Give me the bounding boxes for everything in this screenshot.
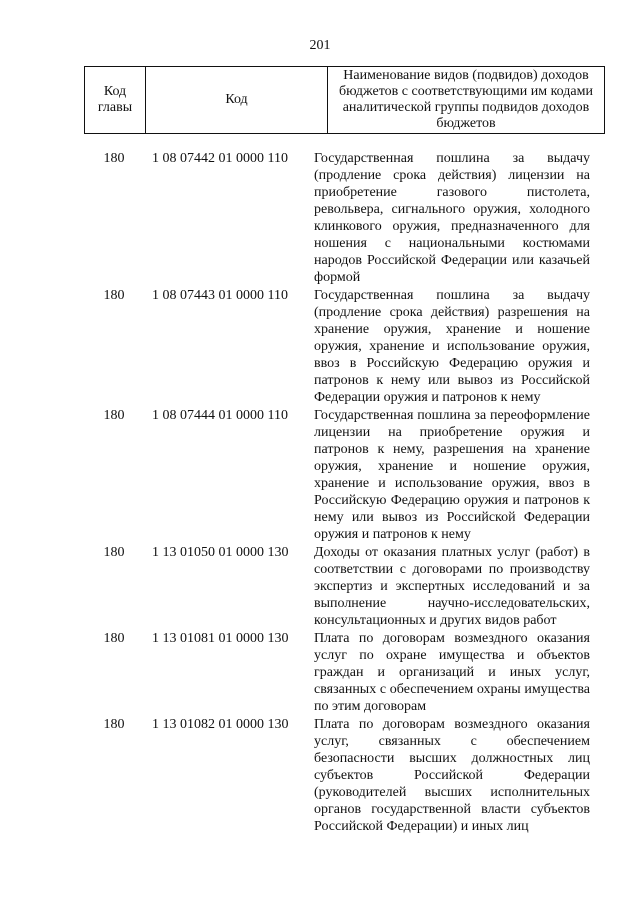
revenue-code: 1 08 07444 01 0000 110	[152, 408, 288, 423]
revenue-description: Государственная пошлина за выдачу (продление срока действия) разрешения на хранение оружия, хранение и ношение оружия, хранение и использование оружия, ввоз в Российскую Федерацию оружия и патронов к нему или вывоз из Российской Федерации оружия и патронов к нему	[314, 288, 590, 405]
revenue-description: Доходы от оказания платных услуг (работ) в соответствии с договорами по производству экспертиз и экспертных исследований и за выполнение научно-исследовательских, консультационных и других видов работ	[314, 545, 590, 628]
revenue-description: Плата по договорам возмездного оказания услуг по охране имущества и объектов граждан и организаций и иных услуг, связанных с обеспечением охраны имущества по этим договорам	[314, 631, 590, 714]
table-row	[84, 150, 605, 286]
revenue-code: 1 13 01050 01 0000 130	[152, 545, 289, 560]
revenue-code: 1 08 07443 01 0000 110	[152, 288, 288, 303]
chapter-code: 180	[103, 545, 125, 560]
table-row	[84, 544, 605, 629]
table-body	[84, 150, 605, 836]
chapter-code: 180	[103, 717, 125, 732]
chapter-code: 180	[103, 631, 125, 646]
table-row	[84, 407, 605, 543]
table-row	[84, 630, 605, 715]
page-number: 201	[309, 38, 331, 53]
revenue-code: 1 08 07442 01 0000 110	[152, 151, 288, 166]
chapter-code: 180	[103, 151, 125, 166]
table-row	[84, 287, 605, 406]
revenue-description: Государственная пошлина за выдачу (продление срока действия) лицензии на приобретение газового пистолета, револьвера, сигнального оружия, холодного клинкового оружия, предназначенного для ношения с национальными костюмами народов Российской Федерации или казачьей формой	[314, 151, 590, 285]
header-code: Код	[146, 67, 328, 134]
revenue-code: 1 13 01081 01 0000 130	[152, 631, 289, 646]
chapter-code: 180	[103, 408, 125, 423]
revenue-description: Государственная пошлина за переоформление лицензии на приобретение оружия и патронов к нему, разрешения на хранение оружия, хранение и ношение оружия, хранение и использование оружия, ввоз в Российскую Федерацию оружия и патронов к нему или вывоз из Российской Федерации оружия и патронов к нему	[314, 408, 590, 542]
header-name: Наименование видов (подвидов) доходов бюджетов с соответствующими им кодами аналитической группы подвидов доходов бюджетов	[328, 67, 605, 134]
chapter-code: 180	[103, 288, 125, 303]
header-chapter-code: Код главы	[85, 67, 146, 134]
table-header	[84, 66, 605, 134]
table-row	[84, 716, 605, 835]
revenue-description: Плата по договорам возмездного оказания услуг, связанных с обеспечением безопасности высших должностных лиц субъектов Российской Федерации (руководителей высших исполнительных органов государственной власти субъектов Российской Федерации) и иных лиц	[314, 717, 590, 834]
revenue-code: 1 13 01082 01 0000 130	[152, 717, 289, 732]
